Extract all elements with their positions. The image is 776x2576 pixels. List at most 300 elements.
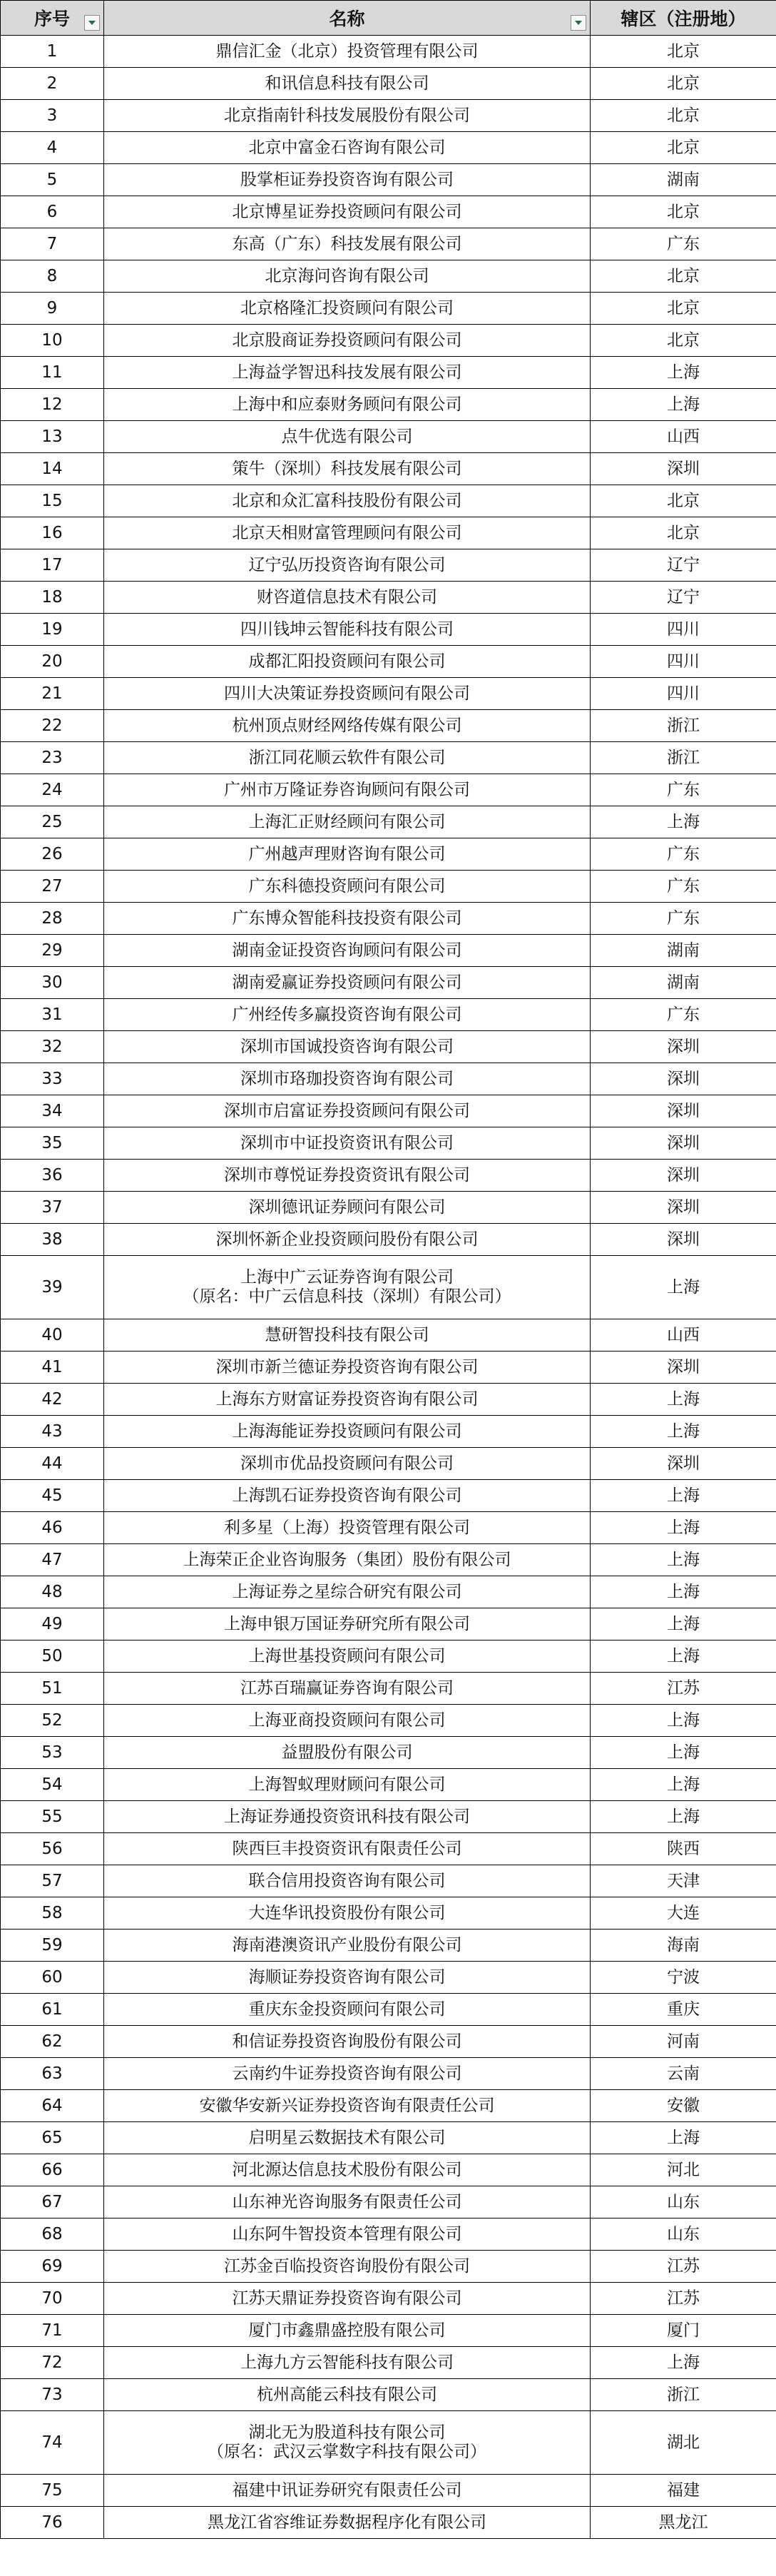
row-number-cell[interactable]: 60 xyxy=(1,1962,104,1994)
table-row xyxy=(1,357,776,389)
company-name-cell[interactable]: 北京和众汇富科技股份有限公司 xyxy=(104,485,591,517)
company-name-cell[interactable]: 利多星（上海）投资管理有限公司 xyxy=(104,1512,591,1544)
row-number-cell[interactable]: 33 xyxy=(1,1063,104,1095)
row-number-cell[interactable]: 70 xyxy=(1,2283,104,2315)
filter-arrow-icon xyxy=(88,21,96,25)
region-cell[interactable]: 上海 xyxy=(591,1416,776,1448)
row-number-cell[interactable]: 26 xyxy=(1,838,104,871)
row-number-cell[interactable]: 9 xyxy=(1,293,104,325)
row-number-cell[interactable]: 43 xyxy=(1,1416,104,1448)
table-row xyxy=(1,2122,776,2154)
table-row xyxy=(1,806,776,838)
company-name-cell[interactable]: 广州经传多赢投资咨询有限公司 xyxy=(104,999,591,1031)
company-name-cell[interactable]: 山东神光咨询服务有限责任公司 xyxy=(104,2186,591,2218)
region-cell[interactable]: 上海 xyxy=(591,2347,776,2379)
region-cell[interactable]: 广东 xyxy=(591,999,776,1031)
company-name-cell[interactable]: 大连华讯投资股份有限公司 xyxy=(104,1897,591,1930)
company-name-cell[interactable]: 河北源达信息技术股份有限公司 xyxy=(104,2154,591,2186)
region-cell[interactable]: 北京 xyxy=(591,196,776,228)
row-number-cell[interactable]: 57 xyxy=(1,1865,104,1897)
region-cell[interactable]: 广东 xyxy=(591,228,776,260)
row-number-cell[interactable]: 76 xyxy=(1,2507,104,2539)
table-row xyxy=(1,2251,776,2283)
region-cell[interactable]: 山东 xyxy=(591,2186,776,2218)
filter-dropdown-name[interactable] xyxy=(571,15,586,31)
company-name-cell[interactable]: 江苏百瑞赢证券咨询有限公司 xyxy=(104,1673,591,1705)
company-name-cell[interactable]: 海顺证券投资咨询有限公司 xyxy=(104,1962,591,1994)
company-name-cell[interactable]: 北京天相财富管理顾问有限公司 xyxy=(104,517,591,549)
company-name-cell[interactable]: 上海证券之星综合研究有限公司 xyxy=(104,1576,591,1608)
row-number-cell[interactable]: 18 xyxy=(1,582,104,614)
row-number-cell[interactable]: 63 xyxy=(1,2058,104,2090)
region-cell[interactable]: 上海 xyxy=(591,1801,776,1833)
region-cell[interactable]: 北京 xyxy=(591,293,776,325)
company-name-cell[interactable]: 上海益学智迅科技发展有限公司 xyxy=(104,357,591,389)
table-row xyxy=(1,646,776,678)
company-former-name: （原名：中广云信息科技（深圳）有限公司） xyxy=(183,1287,511,1306)
company-name-cell[interactable]: 深圳怀新企业投资顾问股份有限公司 xyxy=(104,1224,591,1256)
row-number-cell[interactable]: 34 xyxy=(1,1095,104,1127)
region-cell[interactable]: 深圳 xyxy=(591,1448,776,1480)
region-cell[interactable]: 深圳 xyxy=(591,1031,776,1063)
table-row xyxy=(1,68,776,100)
table-row xyxy=(1,1127,776,1160)
company-name-cell[interactable]: 上海申银万国证券研究所有限公司 xyxy=(104,1608,591,1641)
table-row xyxy=(1,1994,776,2026)
region-cell[interactable]: 广东 xyxy=(591,774,776,806)
table-row xyxy=(1,100,776,132)
company-name-cell[interactable]: 福建中讯证券研究有限责任公司 xyxy=(104,2475,591,2507)
table-row xyxy=(1,871,776,903)
table-row xyxy=(1,1769,776,1801)
region-cell[interactable]: 北京 xyxy=(591,68,776,100)
table-row xyxy=(1,196,776,228)
table-row xyxy=(1,2090,776,2122)
company-name-cell[interactable]: 鼎信汇金（北京）投资管理有限公司 xyxy=(104,36,591,68)
company-name-cell[interactable]: 深圳市启富证券投资顾问有限公司 xyxy=(104,1095,591,1127)
table-row xyxy=(1,1416,776,1448)
company-name-cell[interactable]: 深圳市国诚投资咨询有限公司 xyxy=(104,1031,591,1063)
company-name-cell[interactable]: 杭州顶点财经网络传媒有限公司 xyxy=(104,710,591,742)
company-name-cell[interactable]: 上海九方云智能科技有限公司 xyxy=(104,2347,591,2379)
table-row xyxy=(1,2315,776,2347)
region-cell[interactable]: 上海 xyxy=(591,1480,776,1512)
company-name-cell[interactable]: 益盟股份有限公司 xyxy=(104,1737,591,1769)
row-number-cell[interactable]: 71 xyxy=(1,2315,104,2347)
row-number-cell[interactable]: 8 xyxy=(1,260,104,293)
table-row xyxy=(1,228,776,260)
region-cell[interactable]: 北京 xyxy=(591,100,776,132)
region-cell[interactable]: 重庆 xyxy=(591,1994,776,2026)
region-cell[interactable]: 安徽 xyxy=(591,2090,776,2122)
row-number-cell[interactable]: 59 xyxy=(1,1930,104,1962)
region-cell[interactable]: 海南 xyxy=(591,1930,776,1962)
company-name-cell[interactable]: 上海凯石证券投资咨询有限公司 xyxy=(104,1480,591,1512)
company-name-cell[interactable]: 和信证券投资咨询股份有限公司 xyxy=(104,2026,591,2058)
table-row xyxy=(1,2026,776,2058)
company-name-cell[interactable]: 上海海能证券投资顾问有限公司 xyxy=(104,1416,591,1448)
row-number-cell[interactable]: 40 xyxy=(1,1319,104,1352)
table-row xyxy=(1,549,776,582)
table-row xyxy=(1,1384,776,1416)
company-name-cell[interactable]: 黑龙江省容维证券数据程序化有限公司 xyxy=(104,2507,591,2539)
row-number-cell[interactable]: 72 xyxy=(1,2347,104,2379)
region-cell[interactable]: 河南 xyxy=(591,2026,776,2058)
region-cell[interactable]: 北京 xyxy=(591,132,776,164)
region-cell[interactable]: 北京 xyxy=(591,485,776,517)
region-cell[interactable]: 浙江 xyxy=(591,2379,776,2411)
region-cell[interactable]: 北京 xyxy=(591,517,776,549)
company-name-cell[interactable]: 江苏金百临投资咨询股份有限公司 xyxy=(104,2251,591,2283)
region-cell[interactable]: 湖南 xyxy=(591,967,776,999)
row-number-cell[interactable]: 44 xyxy=(1,1448,104,1480)
company-name-cell[interactable]: 山东阿牛智投资本管理有限公司 xyxy=(104,2218,591,2251)
region-cell[interactable]: 云南 xyxy=(591,2058,776,2090)
table-row xyxy=(1,517,776,549)
row-number-cell[interactable]: 50 xyxy=(1,1641,104,1673)
row-number-cell[interactable]: 37 xyxy=(1,1192,104,1224)
table-header xyxy=(1,1,776,36)
table-row xyxy=(1,2186,776,2218)
table-row xyxy=(1,1608,776,1641)
company-name-cell[interactable]: 四川大决策证券投资顾问有限公司 xyxy=(104,678,591,710)
table-row xyxy=(1,967,776,999)
company-name-cell[interactable]: 深圳市中证投资资讯有限公司 xyxy=(104,1127,591,1160)
row-number-cell[interactable]: 49 xyxy=(1,1608,104,1641)
region-cell[interactable]: 辽宁 xyxy=(591,549,776,582)
row-number-cell[interactable]: 25 xyxy=(1,806,104,838)
company-name-cell[interactable]: 东高（广东）科技发展有限公司 xyxy=(104,228,591,260)
region-cell[interactable]: 上海 xyxy=(591,357,776,389)
region-cell[interactable]: 深圳 xyxy=(591,1352,776,1384)
company-name-cell[interactable]: 重庆东金投资顾问有限公司 xyxy=(104,1994,591,2026)
row-number-cell[interactable]: 14 xyxy=(1,453,104,485)
table-row xyxy=(1,1737,776,1769)
row-number-cell[interactable]: 12 xyxy=(1,389,104,421)
region-cell[interactable]: 湖北 xyxy=(591,2411,776,2475)
row-number-cell[interactable]: 56 xyxy=(1,1833,104,1865)
row-number-cell[interactable]: 42 xyxy=(1,1384,104,1416)
row-number-cell[interactable]: 11 xyxy=(1,357,104,389)
table-row xyxy=(1,1512,776,1544)
row-number-cell[interactable]: 61 xyxy=(1,1994,104,2026)
company-name-cell[interactable]: 北京股商证券投资顾问有限公司 xyxy=(104,325,591,357)
company-name-cell[interactable]: 联合信用投资咨询有限公司 xyxy=(104,1865,591,1897)
table-row xyxy=(1,1897,776,1930)
row-number-cell[interactable]: 68 xyxy=(1,2218,104,2251)
region-cell[interactable]: 北京 xyxy=(591,260,776,293)
table-row xyxy=(1,1256,776,1319)
table-row xyxy=(1,2507,776,2539)
row-number-cell[interactable]: 54 xyxy=(1,1769,104,1801)
row-number-cell[interactable]: 74 xyxy=(1,2411,104,2475)
region-cell[interactable]: 深圳 xyxy=(591,1127,776,1160)
row-number-cell[interactable]: 45 xyxy=(1,1480,104,1512)
region-cell[interactable]: 江苏 xyxy=(591,2283,776,2315)
company-name-cell[interactable]: 深圳德讯证券顾问有限公司 xyxy=(104,1192,591,1224)
row-number-cell[interactable]: 73 xyxy=(1,2379,104,2411)
row-number-cell[interactable]: 28 xyxy=(1,903,104,935)
company-name-cell[interactable]: 点牛优选有限公司 xyxy=(104,421,591,453)
region-cell[interactable]: 北京 xyxy=(591,36,776,68)
table-row xyxy=(1,485,776,517)
header-region-label: 辖区（注册地） xyxy=(621,9,746,29)
row-number-cell[interactable]: 10 xyxy=(1,325,104,357)
row-number-cell[interactable]: 53 xyxy=(1,1737,104,1769)
row-number-cell[interactable]: 22 xyxy=(1,710,104,742)
table-row xyxy=(1,1095,776,1127)
row-number-cell[interactable]: 17 xyxy=(1,549,104,582)
table-row xyxy=(1,132,776,164)
table-row xyxy=(1,1448,776,1480)
table-row xyxy=(1,1224,776,1256)
row-number-cell[interactable]: 51 xyxy=(1,1673,104,1705)
table-row xyxy=(1,838,776,871)
table-row xyxy=(1,903,776,935)
row-number-cell[interactable]: 55 xyxy=(1,1801,104,1833)
region-cell[interactable]: 江苏 xyxy=(591,2251,776,2283)
company-name-cell[interactable]: 上海荣正企业咨询服务（集团）股份有限公司 xyxy=(104,1544,591,1576)
company-name-cell[interactable]: 四川钱坤云智能科技有限公司 xyxy=(104,614,591,646)
company-name-cell[interactable]: 慧研智投科技有限公司 xyxy=(104,1319,591,1352)
region-cell[interactable]: 深圳 xyxy=(591,1095,776,1127)
region-cell[interactable]: 天津 xyxy=(591,1865,776,1897)
row-number-cell[interactable]: 35 xyxy=(1,1127,104,1160)
table-row xyxy=(1,293,776,325)
row-number-cell[interactable]: 2 xyxy=(1,68,104,100)
region-cell[interactable]: 上海 xyxy=(591,389,776,421)
region-cell[interactable]: 江苏 xyxy=(591,1673,776,1705)
row-number-cell[interactable]: 75 xyxy=(1,2475,104,2507)
company-name-cell[interactable]: 深圳市尊悦证券投资资讯有限公司 xyxy=(104,1160,591,1192)
row-number-cell[interactable]: 24 xyxy=(1,774,104,806)
row-number-cell[interactable]: 52 xyxy=(1,1705,104,1737)
region-cell[interactable]: 浙江 xyxy=(591,710,776,742)
company-name-cell[interactable]: 上海证券通投资资讯科技有限公司 xyxy=(104,1801,591,1833)
region-cell[interactable]: 上海 xyxy=(591,1576,776,1608)
region-cell[interactable]: 广东 xyxy=(591,903,776,935)
company-name-cell[interactable]: 上海中和应泰财务顾问有限公司 xyxy=(104,389,591,421)
company-name-cell[interactable]: 北京海问咨询有限公司 xyxy=(104,260,591,293)
region-cell[interactable]: 上海 xyxy=(591,1737,776,1769)
row-number-cell[interactable]: 16 xyxy=(1,517,104,549)
region-cell[interactable]: 河北 xyxy=(591,2154,776,2186)
row-number-cell[interactable]: 38 xyxy=(1,1224,104,1256)
table-row xyxy=(1,1544,776,1576)
company-name-cell[interactable]: 陕西巨丰投资资讯有限责任公司 xyxy=(104,1833,591,1865)
company-name-cell[interactable]: 上海亚商投资顾问有限公司 xyxy=(104,1705,591,1737)
row-number-cell[interactable]: 15 xyxy=(1,485,104,517)
company-name-cell[interactable]: 策牛（深圳）科技发展有限公司 xyxy=(104,453,591,485)
company-name-cell[interactable]: 深圳市优品投资顾问有限公司 xyxy=(104,1448,591,1480)
company-name-cell[interactable]: 成都汇阳投资顾问有限公司 xyxy=(104,646,591,678)
region-cell[interactable]: 四川 xyxy=(591,678,776,710)
company-name-cell[interactable]: 杭州高能云科技有限公司 xyxy=(104,2379,591,2411)
company-name-cell[interactable]: 广东博众智能科技投资有限公司 xyxy=(104,903,591,935)
company-name-cell[interactable]: 厦门市鑫鼎盛控股有限公司 xyxy=(104,2315,591,2347)
region-cell[interactable]: 大连 xyxy=(591,1897,776,1930)
row-number-cell[interactable]: 30 xyxy=(1,967,104,999)
row-number-cell[interactable]: 7 xyxy=(1,228,104,260)
header-no-label: 序号 xyxy=(34,9,70,29)
company-former-name: （原名：武汉云掌数字科技有限公司） xyxy=(208,2443,486,2461)
row-number-cell[interactable]: 46 xyxy=(1,1512,104,1544)
row-number-cell[interactable]: 27 xyxy=(1,871,104,903)
row-number-cell[interactable]: 62 xyxy=(1,2026,104,2058)
region-cell[interactable]: 上海 xyxy=(591,1769,776,1801)
region-cell[interactable]: 广东 xyxy=(591,838,776,871)
region-cell[interactable]: 上海 xyxy=(591,806,776,838)
table-row xyxy=(1,678,776,710)
row-number-cell[interactable]: 48 xyxy=(1,1576,104,1608)
region-cell[interactable]: 北京 xyxy=(591,325,776,357)
region-cell[interactable]: 上海 xyxy=(591,2122,776,2154)
company-name-cell[interactable]: 上海智蚁理财顾问有限公司 xyxy=(104,1769,591,1801)
company-name-cell[interactable]: 湖南爱赢证券投资顾问有限公司 xyxy=(104,967,591,999)
region-cell[interactable]: 深圳 xyxy=(591,1224,776,1256)
table-row xyxy=(1,325,776,357)
row-number-cell[interactable]: 36 xyxy=(1,1160,104,1192)
header-row xyxy=(1,1,776,36)
company-name-cell[interactable]: 广州市万隆证券咨询顾问有限公司 xyxy=(104,774,591,806)
region-cell[interactable]: 四川 xyxy=(591,646,776,678)
region-cell[interactable]: 山西 xyxy=(591,421,776,453)
region-cell[interactable]: 上海 xyxy=(591,1544,776,1576)
company-name-cell[interactable]: 股掌柜证券投资咨询有限公司 xyxy=(104,164,591,196)
table-row xyxy=(1,1480,776,1512)
company-name-cell[interactable]: 和讯信息科技有限公司 xyxy=(104,68,591,100)
row-number-cell[interactable]: 47 xyxy=(1,1544,104,1576)
row-number-cell[interactable]: 3 xyxy=(1,100,104,132)
company-name-cell[interactable]: 浙江同花顺云软件有限公司 xyxy=(104,742,591,774)
company-name-cell[interactable]: 云南约牛证券投资咨询有限公司 xyxy=(104,2058,591,2090)
region-cell[interactable]: 陕西 xyxy=(591,1833,776,1865)
filter-dropdown-no[interactable] xyxy=(84,15,100,31)
region-cell[interactable]: 山东 xyxy=(591,2218,776,2251)
row-number-cell[interactable]: 23 xyxy=(1,742,104,774)
company-name-cell[interactable] xyxy=(104,1256,591,1319)
table-row xyxy=(1,2154,776,2186)
region-cell[interactable]: 四川 xyxy=(591,614,776,646)
table-row xyxy=(1,935,776,967)
row-number-cell[interactable]: 21 xyxy=(1,678,104,710)
company-name: 湖北无为股道科技有限公司 xyxy=(248,2423,446,2442)
table-row xyxy=(1,260,776,293)
company-name-cell[interactable]: 江苏天鼎证券投资咨询有限公司 xyxy=(104,2283,591,2315)
company-name-cell[interactable]: 启明星云数据技术有限公司 xyxy=(104,2122,591,2154)
table-row xyxy=(1,2475,776,2507)
region-cell[interactable]: 广东 xyxy=(591,871,776,903)
row-number-cell[interactable]: 19 xyxy=(1,614,104,646)
region-cell[interactable]: 浙江 xyxy=(591,742,776,774)
table-row xyxy=(1,1930,776,1962)
company-name-cell[interactable]: 深圳市新兰德证券投资咨询有限公司 xyxy=(104,1352,591,1384)
table-row xyxy=(1,1962,776,1994)
region-cell[interactable]: 上海 xyxy=(591,1641,776,1673)
row-number-cell[interactable]: 20 xyxy=(1,646,104,678)
region-cell[interactable]: 福建 xyxy=(591,2475,776,2507)
company-name-cell[interactable]: 上海汇正财经顾问有限公司 xyxy=(104,806,591,838)
region-cell[interactable]: 湖南 xyxy=(591,164,776,196)
table-row xyxy=(1,774,776,806)
row-number-cell[interactable]: 66 xyxy=(1,2154,104,2186)
filter-arrow-icon xyxy=(575,21,582,25)
region-cell[interactable]: 上海 xyxy=(591,1256,776,1319)
region-cell[interactable]: 湖南 xyxy=(591,935,776,967)
table-row xyxy=(1,2058,776,2090)
company-name-cell[interactable]: 北京格隆汇投资顾问有限公司 xyxy=(104,293,591,325)
table-row xyxy=(1,2283,776,2315)
row-number-cell[interactable]: 64 xyxy=(1,2090,104,2122)
region-cell[interactable]: 上海 xyxy=(591,1384,776,1416)
table-row xyxy=(1,2379,776,2411)
region-cell[interactable]: 厦门 xyxy=(591,2315,776,2347)
row-number-cell[interactable]: 29 xyxy=(1,935,104,967)
row-number-cell[interactable]: 65 xyxy=(1,2122,104,2154)
region-cell[interactable]: 山西 xyxy=(591,1319,776,1352)
row-number-cell[interactable]: 31 xyxy=(1,999,104,1031)
table-row xyxy=(1,1031,776,1063)
table-row xyxy=(1,742,776,774)
company-name-cell[interactable]: 广州越声理财咨询有限公司 xyxy=(104,838,591,871)
company-name-cell[interactable]: 深圳市珞珈投资咨询有限公司 xyxy=(104,1063,591,1095)
company-name-cell[interactable]: 辽宁弘历投资咨询有限公司 xyxy=(104,549,591,582)
company-name-cell[interactable]: 安徽华安新兴证券投资咨询有限责任公司 xyxy=(104,2090,591,2122)
company-name-cell[interactable] xyxy=(104,2411,591,2475)
region-cell[interactable]: 深圳 xyxy=(591,453,776,485)
region-cell[interactable]: 宁波 xyxy=(591,1962,776,1994)
row-number-cell[interactable]: 39 xyxy=(1,1256,104,1319)
company-name-cell[interactable]: 上海东方财富证券投资咨询有限公司 xyxy=(104,1384,591,1416)
region-cell[interactable]: 上海 xyxy=(591,1705,776,1737)
region-cell[interactable]: 黑龙江 xyxy=(591,2507,776,2539)
row-number-cell[interactable]: 13 xyxy=(1,421,104,453)
company-name-cell[interactable]: 北京中富金石咨询有限公司 xyxy=(104,132,591,164)
table-row xyxy=(1,999,776,1031)
table-row xyxy=(1,389,776,421)
row-number-cell[interactable]: 1 xyxy=(1,36,104,68)
region-cell[interactable]: 上海 xyxy=(591,1512,776,1544)
region-cell[interactable]: 深圳 xyxy=(591,1063,776,1095)
region-cell[interactable]: 上海 xyxy=(591,1608,776,1641)
company-name-cell[interactable]: 北京指南针科技发展股份有限公司 xyxy=(104,100,591,132)
table-row xyxy=(1,1352,776,1384)
row-number-cell[interactable]: 58 xyxy=(1,1897,104,1930)
company-name-cell[interactable]: 海南港澳资讯产业股份有限公司 xyxy=(104,1930,591,1962)
table-row xyxy=(1,2218,776,2251)
table-row xyxy=(1,1063,776,1095)
company-name-cell[interactable]: 财咨道信息技术有限公司 xyxy=(104,582,591,614)
region-cell[interactable]: 深圳 xyxy=(591,1192,776,1224)
row-number-cell[interactable]: 32 xyxy=(1,1031,104,1063)
row-number-cell[interactable]: 4 xyxy=(1,132,104,164)
company-name-cell[interactable]: 上海世基投资顾问有限公司 xyxy=(104,1641,591,1673)
company-name-cell[interactable]: 广东科德投资顾问有限公司 xyxy=(104,871,591,903)
table-row xyxy=(1,1192,776,1224)
region-cell[interactable]: 深圳 xyxy=(591,1160,776,1192)
table-row xyxy=(1,1319,776,1352)
row-number-cell[interactable]: 5 xyxy=(1,164,104,196)
row-number-cell[interactable]: 67 xyxy=(1,2186,104,2218)
header-cell-no xyxy=(1,1,104,36)
company-name-cell[interactable]: 北京博星证券投资顾问有限公司 xyxy=(104,196,591,228)
row-number-cell[interactable]: 69 xyxy=(1,2251,104,2283)
company-name-cell[interactable]: 湖南金证投资咨询顾问有限公司 xyxy=(104,935,591,967)
row-number-cell[interactable]: 6 xyxy=(1,196,104,228)
table-row xyxy=(1,2347,776,2379)
region-cell[interactable]: 辽宁 xyxy=(591,582,776,614)
row-number-cell[interactable]: 41 xyxy=(1,1352,104,1384)
